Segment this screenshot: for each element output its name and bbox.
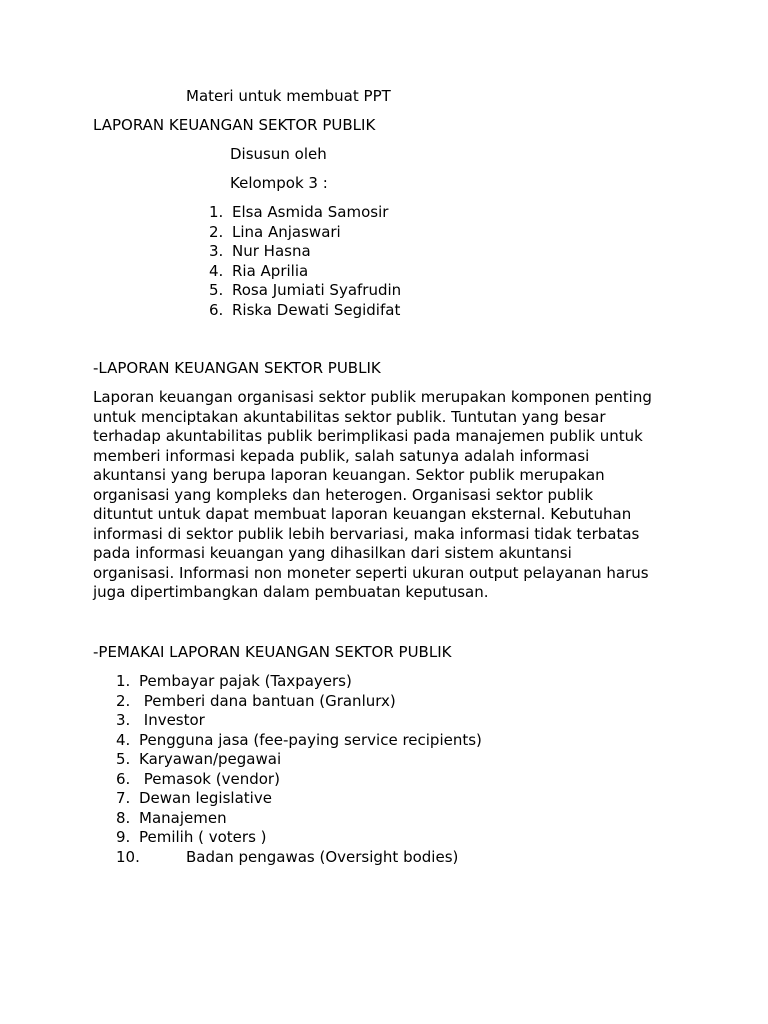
document-title: LAPORAN KEUANGAN SEKTOR PUBLIK <box>93 116 376 134</box>
member-name: Lina Anjaswari <box>232 222 341 241</box>
paragraph-line: pada informasi keuangan yang dihasilkan dari sistem akuntansi <box>93 544 572 563</box>
list-item-text: Manajemen <box>139 808 227 827</box>
composed-by-label: Disusun oleh <box>230 145 327 163</box>
member-number: 3. <box>209 242 224 260</box>
list-item-text: Investor <box>139 711 205 729</box>
list-item-number: 10. <box>116 847 140 866</box>
list-item-number: 7. <box>116 789 131 807</box>
member-name: Rosa Jumiati Syafrudin <box>232 281 402 299</box>
paragraph-line: organisasi yang kompleks dan heterogen. Organisasi sektor publik <box>93 485 594 504</box>
member-name: Riska Dewati Segidifat <box>232 300 401 319</box>
member-number: 6. <box>209 300 224 319</box>
list-item-text: Pemasok (vendor) <box>139 769 280 788</box>
paragraph-line: Laporan keuangan organisasi sektor publik merupakan komponen penting <box>93 388 652 406</box>
list-item-text: Pemilih ( voters ) <box>139 828 267 846</box>
list-item-number: 3. <box>116 711 131 729</box>
list-item-number: 2. <box>116 691 131 710</box>
member-name: Ria Aprilia <box>232 261 309 280</box>
member-name: Elsa Asmida Samosir <box>232 203 389 221</box>
paragraph-line: juga dipertimbangkan dalam pembuatan keputusan. <box>93 583 489 602</box>
list-item-text: Karyawan/pegawai <box>139 750 282 768</box>
member-number: 1. <box>209 203 224 221</box>
paragraph-line: untuk menciptakan akuntabilitas sektor publik. Tuntutan yang besar <box>93 407 606 426</box>
section-heading-laporan: -LAPORAN KEUANGAN SEKTOR PUBLIK <box>93 359 381 377</box>
member-number: 2. <box>209 222 224 241</box>
paragraph-line: organisasi. Informasi non moneter seperti ukuran output pelayanan harus <box>93 563 649 582</box>
paragraph-line: informasi di sektor publik lebih bervariasi, maka informasi tidak terbatas <box>93 524 640 543</box>
list-item-number: 9. <box>116 828 131 846</box>
section-heading-pemakai: -PEMAKAI LAPORAN KEUANGAN SEKTOR PUBLIK <box>93 643 452 661</box>
list-item-number: 5. <box>116 750 131 768</box>
list-item-text: Badan pengawas (Oversight bodies) <box>186 847 459 866</box>
section-paragraph <box>93 388 693 603</box>
list-item-number: 1. <box>116 672 131 690</box>
paragraph-line: akuntansi yang berupa laporan keuangan. Sektor publik merupakan <box>93 466 605 485</box>
list-item-number: 4. <box>116 730 131 749</box>
member-name: Nur Hasna <box>232 242 311 260</box>
member-number: 4. <box>209 261 224 280</box>
list-item-text: Pembayar pajak (Taxpayers) <box>139 672 352 690</box>
paragraph-line: terhadap akuntabilitas publik berimplikasi pada manajemen publik untuk <box>93 427 643 446</box>
list-item-text: Dewan legislative <box>139 789 272 807</box>
list-item-text: Pemberi dana bantuan (Granlurx) <box>139 691 396 710</box>
list-item-number: 8. <box>116 808 131 827</box>
list-item-text: Pengguna jasa (fee-paying service recipients) <box>139 730 482 749</box>
list-item-number: 6. <box>116 769 131 788</box>
group-label: Kelompok 3 : <box>230 174 328 192</box>
document-subtitle: Materi untuk membuat PPT <box>186 87 391 105</box>
paragraph-line: dituntut untuk dapat membuat laporan keuangan eksternal. Kebutuhan <box>93 505 632 524</box>
member-number: 5. <box>209 281 224 299</box>
paragraph-line: memberi informasi kepada publik, salah satunya adalah informasi <box>93 446 590 465</box>
